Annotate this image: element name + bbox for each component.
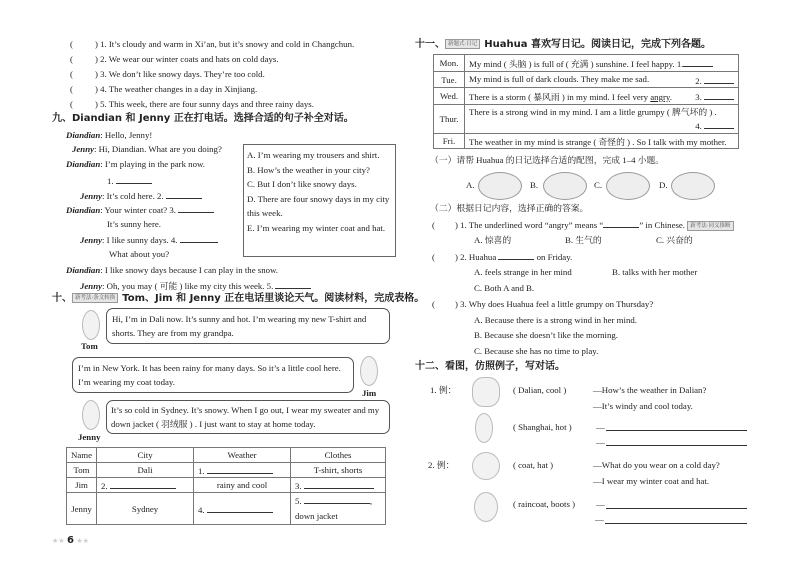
example-2-answer: —I wear my winter coat and hat. (593, 476, 710, 486)
jim-figure-icon (360, 356, 378, 386)
sunny-cloud-picture-icon[interactable] (478, 172, 522, 200)
table-blank-4[interactable]: 4. (194, 493, 291, 525)
jenny-figure-icon (82, 400, 100, 430)
dash: — (596, 422, 605, 432)
answer-line[interactable] (606, 508, 747, 509)
q2-option-b[interactable]: B. talks with her mother (612, 267, 698, 277)
part-1-instruction: （一）请帮 Huahua 的日记选择合适的配图，完成 1–4 小题。 (430, 155, 665, 165)
dash: — (596, 437, 605, 447)
windy-tree-picture-icon (472, 377, 500, 407)
question-2: ( ) 2. Huahua on Friday. (432, 252, 573, 262)
diary-blank-3[interactable] (704, 90, 734, 100)
q1-option-b[interactable]: B. 生气的 (565, 235, 602, 245)
new-type-badge: 新题式·日记 (445, 39, 480, 49)
judge-item: ( ) 1. It’s cloudy and warm in Xi’an, but it’s snowy and cold in Changchun. (70, 39, 355, 49)
new-type-badge: 新考法·条文转换 (72, 293, 118, 303)
part-2-instruction: （二）根据日记内容，选择正确的答案。 (430, 203, 589, 213)
dialog-line: Jenny: Oh, you may ( 可能 ) like my city this week. 5. (80, 279, 311, 292)
example-2-hint: ( coat, hat ) (513, 460, 554, 470)
question-1: ( ) 1. The underlined word “angry” means “ ” in Chinese. 新考法·同义推断 (432, 218, 738, 231)
dialog-line: It’s sunny here. (107, 219, 161, 229)
star-icon: ★★ (73, 537, 89, 545)
section-9-title: 九、Diandian 和 Jenny 正在打电话。选择合适的句子补全对话。 (52, 113, 354, 124)
answer-line[interactable] (606, 445, 747, 446)
jim-label: Jim (362, 388, 377, 398)
dialog-line: Jenny: Hi, Diandian. What are you doing? (72, 144, 222, 154)
option-d: D. There are four snowy days in my city this week. (247, 193, 390, 218)
judge-item: ( ) 5. This week, there are four sunny days and three rainy days. (70, 99, 314, 109)
dialog-line: Diandian: Your winter coat? 3. (66, 203, 214, 216)
example-1-hint: ( Dalian, cool ) (513, 385, 567, 395)
q3-option-c[interactable]: C. Because she has no time to play. (474, 346, 599, 356)
example-1-question: —How’s the weather in Dalian? (593, 385, 707, 395)
q3-option-b[interactable]: B. Because she doesn’t like the morning. (474, 330, 618, 340)
picture-d-label: D. (659, 180, 668, 190)
q2-blank[interactable] (498, 250, 534, 260)
picture-a-label: A. (466, 180, 475, 190)
judge-item: ( ) 4. The weather changes in a day in Xinjiang. (70, 84, 258, 94)
section-12-title: 十二、看图，仿照例子，写对话。 (415, 361, 565, 372)
judge-item: ( ) 3. We don’t like snowy days. They’re too cold. (70, 69, 265, 79)
answer-line[interactable] (606, 430, 747, 431)
options-box (243, 144, 396, 257)
q1-option-c[interactable]: C. 兴奋的 (656, 235, 693, 245)
example-1-answer: —It’s windy and cool today. (593, 401, 693, 411)
tom-figure-icon (82, 310, 100, 340)
section-11-title: 十一、 新题式·日记 Huahua 喜欢写日记。阅读日记，完成下列各题。 (415, 39, 711, 50)
page-number: ★★ 6 ★★ (52, 535, 89, 546)
diary-blank-1[interactable] (683, 57, 713, 67)
dialog-line: What about you? (109, 249, 170, 259)
table-row: Tom Dali 1. T-shirt, shorts (67, 463, 386, 478)
table-row: Jim 2. rainy and cool 3. (67, 478, 386, 493)
q1-option-a[interactable]: A. 惊喜的 (474, 235, 512, 245)
table-row: Wed. There is a storm ( 暴风雨 ) in my mind. I feel very angry. 3. (434, 88, 739, 105)
q3-option-a[interactable]: A. Because there is a strong wind in her mind. (474, 315, 637, 325)
dialog-line: Jenny: It’s cold here. 2. (80, 189, 202, 202)
diary-blank-4[interactable] (704, 119, 734, 129)
underlined-word: angry (650, 91, 670, 102)
table-row: Fri. The weather in my mind is strange ( 奇怪的 ) . So I talk with my mother. (434, 134, 739, 149)
weather-table (66, 447, 386, 525)
question-3: ( ) 3. Why does Huahua feel a little grumpy on Thursday? (432, 299, 654, 309)
dialog-line: Diandian: I like snowy days because I can play in the snow. (66, 265, 278, 275)
option-b: B. How’s the weather in your city? (247, 164, 370, 175)
option-e: E. I’m wearing my winter coat and hat. (247, 222, 386, 233)
answer-blank-4[interactable] (180, 233, 218, 243)
answer-blank-3[interactable] (178, 203, 214, 213)
diary-blank-2[interactable] (704, 74, 734, 84)
example-2-question: —What do you wear on a cold day? (593, 460, 720, 470)
jenny-speech-bubble: It’s so cold in Sydney. It’s snowy. When I go out, I wear my sweater and my down jacket ( 羽绒服 ) . I just want to stay at home today. (106, 400, 390, 434)
hot-sun-picture-icon (475, 413, 493, 443)
example-1-label: 1. 例： (430, 385, 457, 395)
table-blank-5[interactable]: 5. , down jacket (291, 493, 386, 525)
dialog-line: Jenny: I like sunny days. 4. (80, 233, 218, 246)
table-row: Thur. There is a strong wind in my mind. I am a little grumpy ( 脾气坏的 ) . 4. (434, 105, 739, 134)
table-row: Jenny Sydney 4. 5. , down jacket (67, 493, 386, 525)
q1-blank[interactable] (603, 218, 639, 228)
diary-table (433, 54, 739, 149)
example-2-label: 2. 例： (428, 460, 455, 470)
picture-c-label: C. (594, 180, 603, 190)
task-2-hint: ( raincoat, boots ) (513, 499, 576, 509)
table-blank-1[interactable]: 1. (194, 463, 291, 478)
q2-option-a[interactable]: A. feels strange in her mind (474, 267, 572, 277)
dash: — (595, 514, 604, 524)
answer-blank-5[interactable] (275, 279, 311, 289)
answer-line[interactable] (605, 523, 747, 524)
answer-blank-1[interactable] (116, 174, 152, 184)
picture-b-label: B. (530, 180, 539, 190)
sun-cloud-picture-icon[interactable] (543, 172, 587, 200)
option-c: C. But I don’t like snowy days. (247, 179, 357, 189)
dialog-line: Diandian: I’m playing in the park now. (66, 159, 205, 169)
dialog-line: 1. (107, 174, 152, 187)
jim-speech-bubble: I’m in New York. It has been rainy for many days. So it’s a little cool here. I’m wearing my coat today. (72, 357, 354, 393)
option-a: A. I’m wearing my trousers and shirt. (247, 150, 380, 160)
windy-cloud-picture-icon[interactable] (606, 172, 650, 200)
new-type-badge: 新考法·同义推断 (687, 221, 733, 231)
q2-option-c[interactable]: C. Both A and B. (474, 283, 535, 293)
answer-blank-2[interactable] (166, 189, 202, 199)
tom-speech-bubble: Hi, I’m in Dali now. It’s sunny and hot. I’m wearing my new T-shirt and shorts. They are from my grandpa. (106, 308, 390, 344)
tom-label: Tom (81, 341, 98, 351)
star-icon: ★★ (52, 537, 67, 545)
rain-girl-picture-icon (474, 492, 498, 522)
table-row: Mon. My mind ( 头脑 ) is full of ( 充满 ) sunshine. I feel happy. 1. (434, 55, 739, 72)
table-blank-3[interactable]: 3. (291, 478, 386, 493)
rain-cloud-picture-icon[interactable] (671, 172, 715, 200)
task-1-hint: ( Shanghai, hot ) (513, 422, 572, 432)
table-row: Tue. My mind is full of dark clouds. They make me sad. 2. (434, 72, 739, 88)
dialog-line: Diandian: Hello, Jenny! (66, 130, 153, 140)
snowman-picture-icon (472, 452, 500, 480)
judge-item: ( ) 2. We wear our winter coats and hats on cold days. (70, 54, 279, 64)
table-blank-2[interactable]: 2. (97, 478, 194, 493)
jenny-label: Jenny (78, 432, 101, 442)
table-header: Name City Weather Clothes (67, 448, 386, 463)
section-10-title: 十、 新考法·条文转换 Tom、Jim 和 Jenny 正在电话里谈论天气。阅读材料，完成表格。 (52, 293, 425, 304)
dash: — (596, 499, 605, 509)
